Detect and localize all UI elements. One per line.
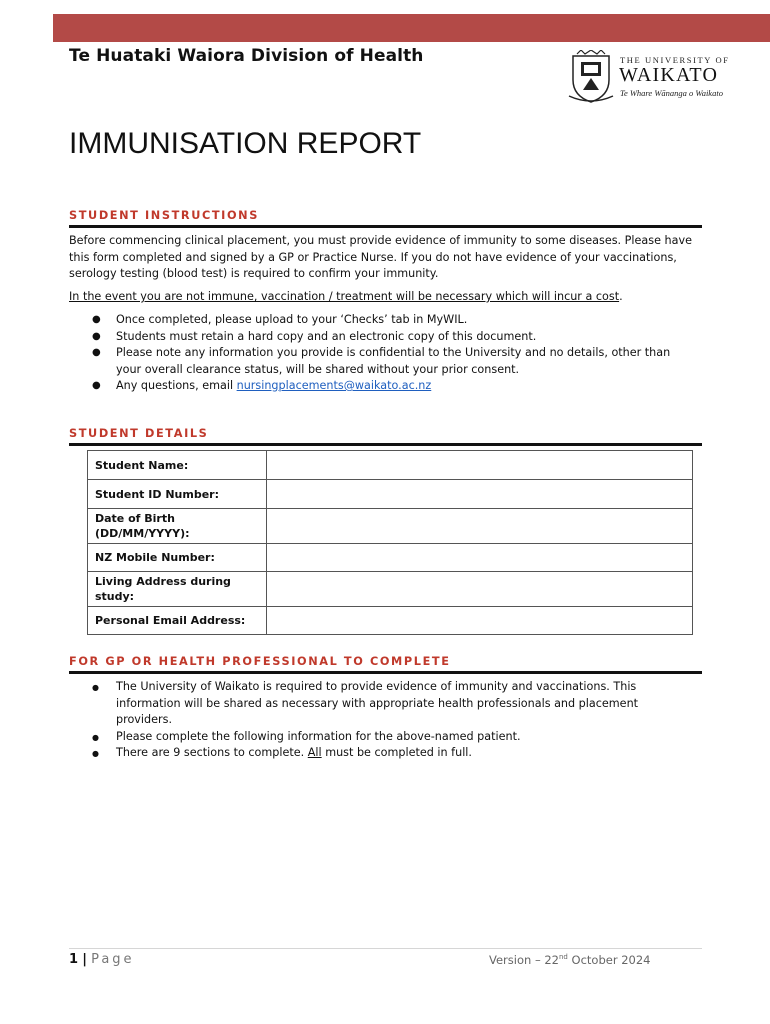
field-label: Student ID Number:: [88, 480, 267, 509]
field-label: Student Name:: [88, 451, 267, 480]
table-row: [88, 544, 693, 572]
list-item: [69, 729, 696, 746]
field-label: Personal Email Address:: [88, 607, 267, 635]
date-of-birth-field[interactable]: [267, 509, 693, 544]
bullet-icon: ●: [92, 732, 99, 742]
list-item: [69, 312, 696, 329]
gp-heading: FOR GP OR HEALTH PROFESSIONAL TO COMPLETE: [69, 655, 451, 668]
page-title: IMMUNISATION REPORT: [69, 127, 422, 160]
instructions-list: [69, 312, 696, 395]
instructions-paragraph: Before commencing clinical placement, you must provide evidence of immunity to some diseases. Please have this form completed and signed by a GP or Practice Nurse. If you do not have evidence of your vaccinations, serology testing (blood test) is required to confirm your immunity.: [69, 234, 692, 280]
living-address-field[interactable]: [267, 572, 693, 607]
page-separator: |: [82, 952, 87, 967]
email-link[interactable]: nursingplacements@waikato.ac.nz: [236, 379, 432, 392]
page-number: 1: [69, 952, 79, 967]
list-item: [69, 345, 696, 378]
list-item-text: Please complete the following information for the above-named patient.: [116, 729, 521, 743]
table-row: [88, 451, 693, 480]
university-name: WAIKATO: [619, 64, 719, 86]
university-logo: [567, 50, 742, 104]
table-row: [88, 607, 693, 635]
top-color-bar: [53, 14, 770, 42]
details-heading: STUDENT DETAILS: [69, 427, 209, 440]
page-word: Page: [91, 952, 135, 967]
bullet-icon: ●: [92, 749, 99, 758]
version-prefix: Version – 22: [489, 953, 559, 967]
list-item: [69, 679, 696, 729]
field-label: Date of Birth (DD/MM/YYYY):: [88, 509, 267, 544]
bullet-icon: ●: [92, 683, 99, 692]
bullet-icon: ●: [92, 380, 101, 391]
division-name: Te Huataki Waiora Division of Health: [69, 46, 424, 66]
student-name-field[interactable]: [267, 451, 693, 480]
version-sup: nd: [558, 953, 568, 962]
footer-rule: [69, 948, 702, 949]
list-item-text: Students must retain a hard copy and an electronic copy of this document.: [116, 329, 537, 343]
list-item-text: The University of Waikato is required to provide evidence of immunity and vaccinations. This information will be shared as necessary with appropriate health professionals and placement providers.: [116, 680, 639, 726]
list-item-text: Once completed, please upload to your ‘Checks’ tab in MyWIL.: [116, 313, 468, 326]
list-item-text: There are 9 sections to complete.: [116, 746, 308, 759]
version-suffix: October 2024: [567, 953, 651, 967]
questions-text: Any questions, email: [116, 379, 237, 392]
cost-note-end: .: [619, 290, 623, 303]
student-id-field[interactable]: [267, 480, 693, 509]
list-item: [69, 378, 696, 395]
table-row: [88, 480, 693, 509]
instructions-heading: STUDENT INSTRUCTIONS: [69, 209, 259, 222]
cost-note-text: In the event you are not immune, vaccination / treatment will be necessary which will incur a cost: [69, 290, 620, 303]
cost-note: [69, 289, 709, 306]
page-number-footer: [69, 952, 135, 967]
gp-rule: [69, 671, 702, 674]
field-label: Living Address during study:: [88, 572, 267, 607]
bullet-icon: ●: [92, 330, 101, 342]
field-label: NZ Mobile Number:: [88, 544, 267, 572]
table-row: [88, 572, 693, 607]
bullet-icon: ●: [92, 347, 101, 358]
mobile-number-field[interactable]: [267, 544, 693, 572]
crest-icon: [567, 50, 615, 104]
university-subtitle: Te Whare Wānanga o Waikato: [620, 88, 723, 98]
email-address-field[interactable]: [267, 607, 693, 635]
details-rule: [69, 443, 702, 446]
version-label: [489, 953, 650, 967]
emphasis-all: All: [307, 746, 322, 759]
instructions-rule: [69, 225, 702, 228]
list-item-text: must be completed in full.: [321, 746, 472, 759]
university-of-label: THE UNIVERSITY OF: [620, 55, 730, 65]
list-item-text: Please note any information you provide is confidential to the University and no details, other than your overall clearance status, will be shared without your prior consent.: [116, 346, 671, 376]
gp-list: [69, 679, 696, 762]
list-item: [69, 329, 696, 346]
list-item: [69, 745, 696, 762]
bullet-icon: ●: [92, 314, 101, 325]
table-row: [88, 509, 693, 544]
student-details-table: [87, 450, 693, 635]
